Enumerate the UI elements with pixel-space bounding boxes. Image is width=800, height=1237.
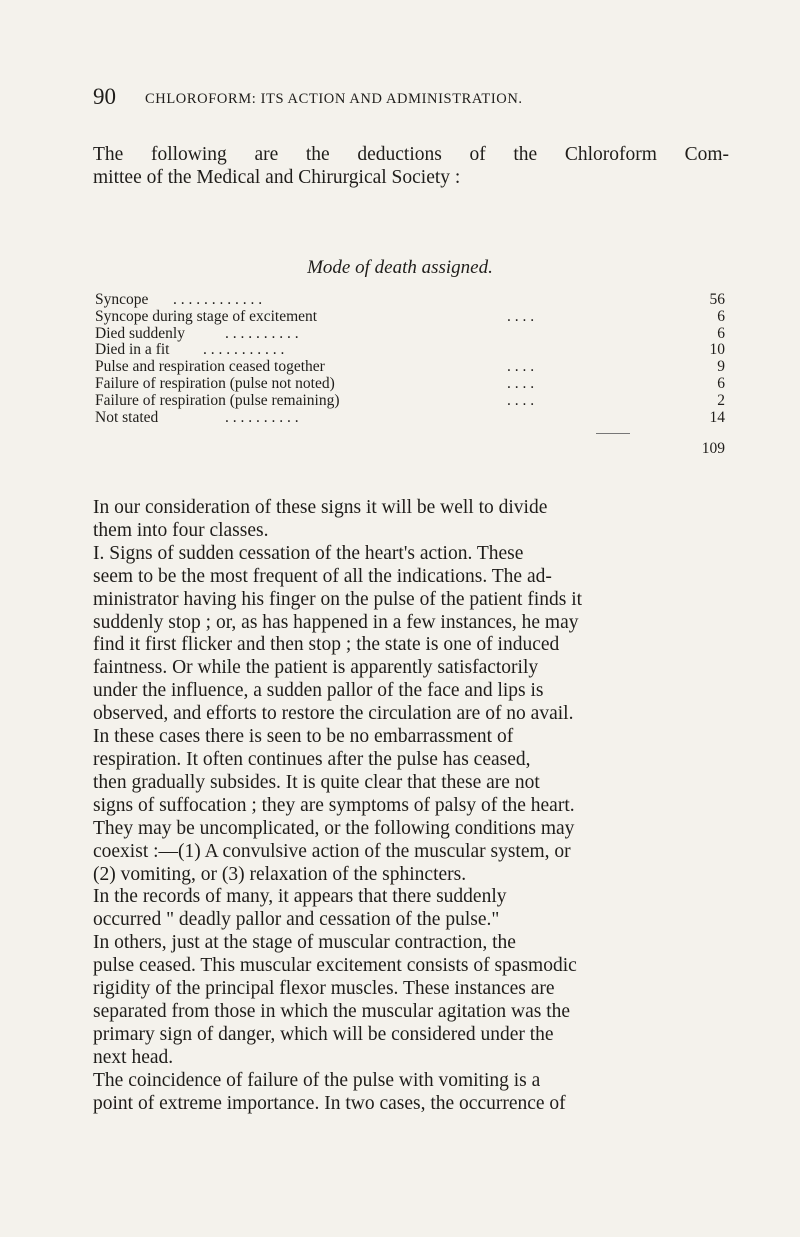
row-value: 10 [709, 341, 725, 359]
table-row [95, 341, 725, 358]
table-row [95, 325, 725, 342]
row-value: 9 [717, 358, 725, 376]
running-head [93, 84, 713, 114]
dot-leader: . . . . [507, 391, 535, 409]
table-row [95, 409, 725, 426]
text-line: faintness. Or while the patient is apparently satisfactorily [93, 657, 539, 679]
text-line: rigidity of the principal flexor muscles. These instances are [93, 978, 555, 1000]
text-line: occurred " deadly pallor and cessation of the pulse." [93, 909, 500, 931]
body-text [93, 497, 729, 1115]
text-line: signs of suffocation ; they are symptoms of palsy of the heart. [93, 794, 575, 816]
row-label: Failure of respiration (pulse remaining) [95, 391, 340, 409]
text-line: next head. [93, 1046, 174, 1068]
intro-paragraph [93, 144, 729, 190]
table-row [95, 392, 725, 409]
running-title: CHLOROFORM: ITS ACTION AND ADMINISTRATION. [145, 91, 523, 107]
row-label: Syncope [95, 291, 149, 308]
text-line: suddenly stop ; or, as has happened in a few instances, he may [93, 611, 579, 633]
text-line: In others, just at the stage of muscular contraction, the [93, 932, 516, 954]
text-line: ministrator having his finger on the pulse of the patient finds it [93, 588, 583, 610]
text-line: primary sign of danger, which will be considered under the [93, 1023, 554, 1045]
row-label: Syncope during stage of excitement [95, 307, 318, 325]
table-row [95, 358, 725, 375]
dot-leader: . . . . [507, 307, 535, 325]
table-caption: Mode of death assigned. [307, 257, 493, 278]
row-value: 6 [717, 374, 725, 392]
sum-rule [596, 433, 630, 434]
text-line: pulse ceased. This muscular excitement consists of spasmodic [93, 955, 577, 977]
row-value: 6 [717, 307, 725, 325]
table-row [95, 291, 725, 308]
table-row [95, 308, 725, 325]
intro-line: mittee of the Medical and Chirurgical Society : [93, 166, 461, 188]
text-line: under the influence, a sudden pallor of the face and lips is [93, 680, 544, 702]
text-line: In the records of many, it appears that there suddenly [93, 886, 507, 908]
dot-leader: . . . . . . . . . . . . [173, 291, 263, 308]
row-label: Died suddenly [95, 324, 185, 342]
row-label: Pulse and respiration ceased together [95, 358, 325, 376]
text-line: They may be uncomplicated, or the following conditions may [93, 817, 575, 839]
text-line: The coincidence of failure of the pulse with vomiting is a [93, 1069, 541, 1091]
text-line: observed, and efforts to restore the circulation are of no avail. [93, 703, 574, 725]
dot-leader: . . . . . . . . . . [225, 324, 299, 342]
text-line: then gradually subsides. It is quite clear that these are not [93, 771, 540, 793]
dot-leader: . . . . [507, 374, 535, 392]
text-line: In these cases there is seen to be no embarrassment of [93, 726, 514, 748]
dot-leader: . . . . . . . . . . [225, 408, 299, 426]
text-line: separated from those in which the muscular agitation was the [93, 1000, 571, 1022]
row-value: 56 [709, 291, 725, 308]
row-label: Not stated [95, 408, 159, 426]
row-value: 6 [717, 324, 725, 342]
table-total: 109 [701, 440, 725, 457]
dot-leader: . . . . . . . . . . . [203, 341, 285, 359]
text-line: I. Signs of sudden cessation of the heart's action. These [93, 542, 524, 564]
text-line: In our consideration of these signs it will be well to divide [93, 497, 548, 518]
text-line: point of extreme importance. In two cases, the occurrence of [93, 1092, 566, 1114]
text-line: find it first flicker and then stop ; the state is one of induced [93, 634, 560, 656]
row-value: 2 [717, 391, 725, 409]
row-label: Died in a fit [95, 341, 170, 359]
page-number: 90 [93, 84, 116, 109]
text-line: seem to be the most frequent of all the indications. The ad- [93, 565, 552, 587]
text-line: (2) vomiting, or (3) relaxation of the sphincters. [93, 863, 467, 885]
mode-of-death-table [95, 291, 725, 425]
text-line: them into four classes. [93, 519, 269, 541]
table-row [95, 375, 725, 392]
row-label: Failure of respiration (pulse not noted) [95, 374, 335, 392]
row-value: 14 [709, 408, 725, 426]
text-line: respiration. It often continues after the pulse has ceased, [93, 748, 531, 770]
text-line: coexist :—(1) A convulsive action of the muscular system, or [93, 840, 571, 862]
dot-leader: . . . . [507, 358, 535, 376]
intro-line: The following are the deductions of the Chloroform Com- [93, 144, 729, 165]
